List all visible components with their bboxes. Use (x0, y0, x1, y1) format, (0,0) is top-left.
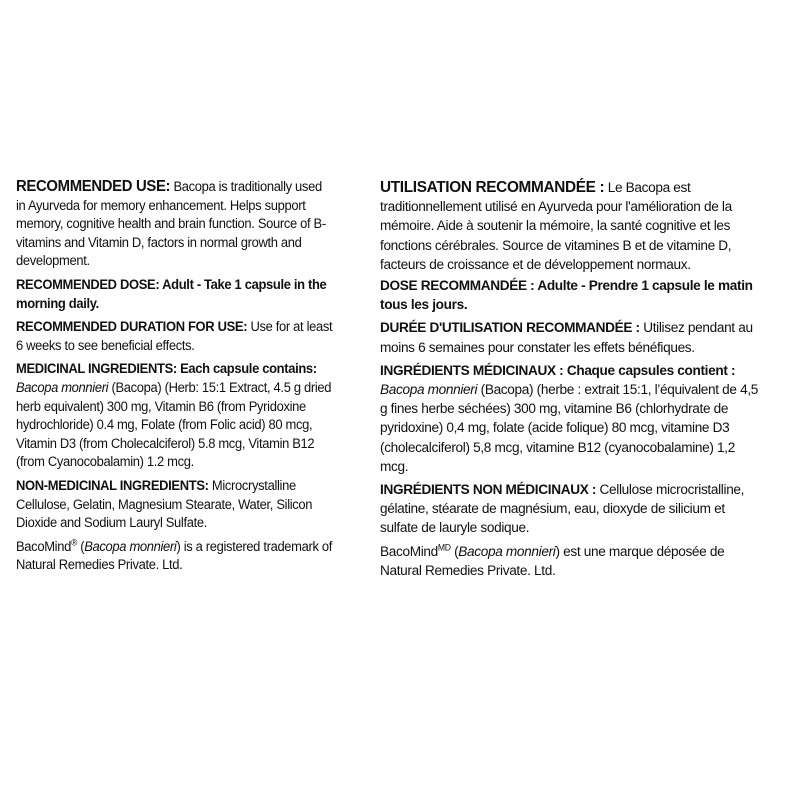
trademark-notice (16, 538, 333, 575)
dose-recommandee-text: Adulte - Prendre 1 capsule le matin tous les jours. (380, 278, 753, 314)
trademark-species: Bacopa monnieri (84, 538, 177, 554)
utilisation-recommandee-heading: UTILISATION RECOMMANDÉE : (380, 179, 605, 196)
duree-utilisation-heading: DURÉE D'UTILISATION RECOMMANDÉE : (380, 320, 640, 337)
dose-recommandee-heading: DOSE RECOMMANDÉE : (380, 278, 535, 295)
marque-species: Bacopa monnieri (458, 543, 556, 560)
utilisation-recommandee-section (380, 178, 762, 275)
recommended-dose-section (16, 276, 333, 313)
english-label-column (16, 178, 346, 580)
ingredients-medicinaux-subheading: Chaque capsules contient : (563, 362, 736, 379)
ingredients-non-medicinaux-text: Cellulose microcristalline, gélatine, stéarate de magnésium, eau, dioxyde de silicium et sulfate de lauryle sodique. (380, 482, 745, 537)
non-medicinal-ingredients-text: Microcrystalline Cellulose, Gelatin, Magnesium Stearate, Water, Silicon Dioxide and Sodium Lauryl Sulfate. (16, 477, 313, 531)
registered-trademark-symbol: ® (70, 537, 77, 548)
duree-utilisation-section (380, 319, 762, 357)
french-label-column (380, 178, 778, 585)
medicinal-ingredients-heading: MEDICINAL INGREDIENTS: (16, 361, 177, 377)
medicinal-ingredients-section (16, 360, 333, 472)
ingredients-medicinaux-section (380, 362, 762, 477)
recommended-use-text: Bacopa is traditionally used in Ayurveda for memory enhancement. Helps support memory, cognitive health and brain function. Source of B-vitamins and Vitamin D, factors in normal growth and development. (16, 179, 326, 269)
medicinal-ingredients-subheading: Each capsule contains: (176, 361, 317, 377)
non-medicinal-ingredients-section (16, 477, 333, 533)
non-medicinal-ingredients-heading: NON-MEDICINAL INGREDIENTS: (16, 477, 209, 493)
trademark-paren-open: ( (76, 538, 85, 554)
trademark-brand: BacoMind (16, 538, 71, 554)
recommended-dose-text: Adult - Take 1 capsule in the morning daily. (16, 276, 327, 311)
marque-deposee-notice (380, 543, 762, 581)
duree-utilisation-text: Utilisez pendant au moins 6 semaines pour constater les effets bénéfiques. (380, 320, 753, 356)
recommended-use-section (16, 178, 333, 271)
trademark-text: ) is a registered trademark of Natural Remedies Private. Ltd. (16, 538, 333, 573)
ingredients-medicinaux-species: Bacopa monnieri (380, 382, 478, 399)
marque-paren-open: ( (450, 543, 459, 560)
dose-recommandee-section (380, 277, 762, 315)
recommended-dose-heading: RECOMMENDED DOSE: (16, 276, 160, 292)
marque-brand: BacoMind (380, 543, 438, 560)
recommended-use-heading: RECOMMENDED USE: (16, 178, 171, 195)
marque-deposee-symbol: MD (437, 541, 451, 552)
ingredients-medicinaux-heading: INGRÉDIENTS MÉDICINAUX : (380, 362, 564, 379)
ingredients-non-medicinaux-section (380, 481, 762, 539)
recommended-duration-section (16, 318, 333, 355)
medicinal-ingredients-text: (Bacopa) (Herb: 15:1 Extract, 4.5 g dried herb equivalent) 300 mg, Vitamin B6 (from Pyridoxine hydrochloride) 0.4 mg, Folate (from Folic acid) 80 mcg, Vitamin D3 (from Cholecalciferol) 5.8 mcg, Vitamin B12 (from Cyanocobalamin) 1.2 mcg. (16, 379, 332, 470)
recommended-duration-heading: RECOMMENDED DURATION FOR USE: (16, 319, 248, 335)
utilisation-recommandee-text: Le Bacopa est traditionnellement utilisé en Ayurveda pour l'amélioration de la mémoire. Aide à soutenir la mémoire, la santé cognitive et les fonctions cérébrales. Source de vitamines B et de vitamine D, facteurs de croissance et de développement normaux. (380, 180, 732, 273)
recommended-duration-text: Use for at least 6 weeks to see beneficial effects. (16, 319, 333, 353)
medicinal-ingredients-species: Bacopa monnieri (16, 379, 109, 395)
marque-text: ) est une marque déposée de Natural Remedies Private. Ltd. (380, 543, 725, 579)
ingredients-non-medicinaux-heading: INGRÉDIENTS NON MÉDICINAUX : (380, 482, 597, 499)
ingredients-medicinaux-text: (Bacopa) (herbe : extrait 15:1, l’équivalent de 4,5 g fines herbe séchées) 300 mg, vitamine B6 (chlorhydrate de pyridoxine) 0,4 mg, folate (acide folique) 80 mcg, vitamine D3 (cholecalciferol) 5,8 mcg, vitamine B12 (cyanocobalamine) 1,2 mcg. (380, 382, 759, 475)
